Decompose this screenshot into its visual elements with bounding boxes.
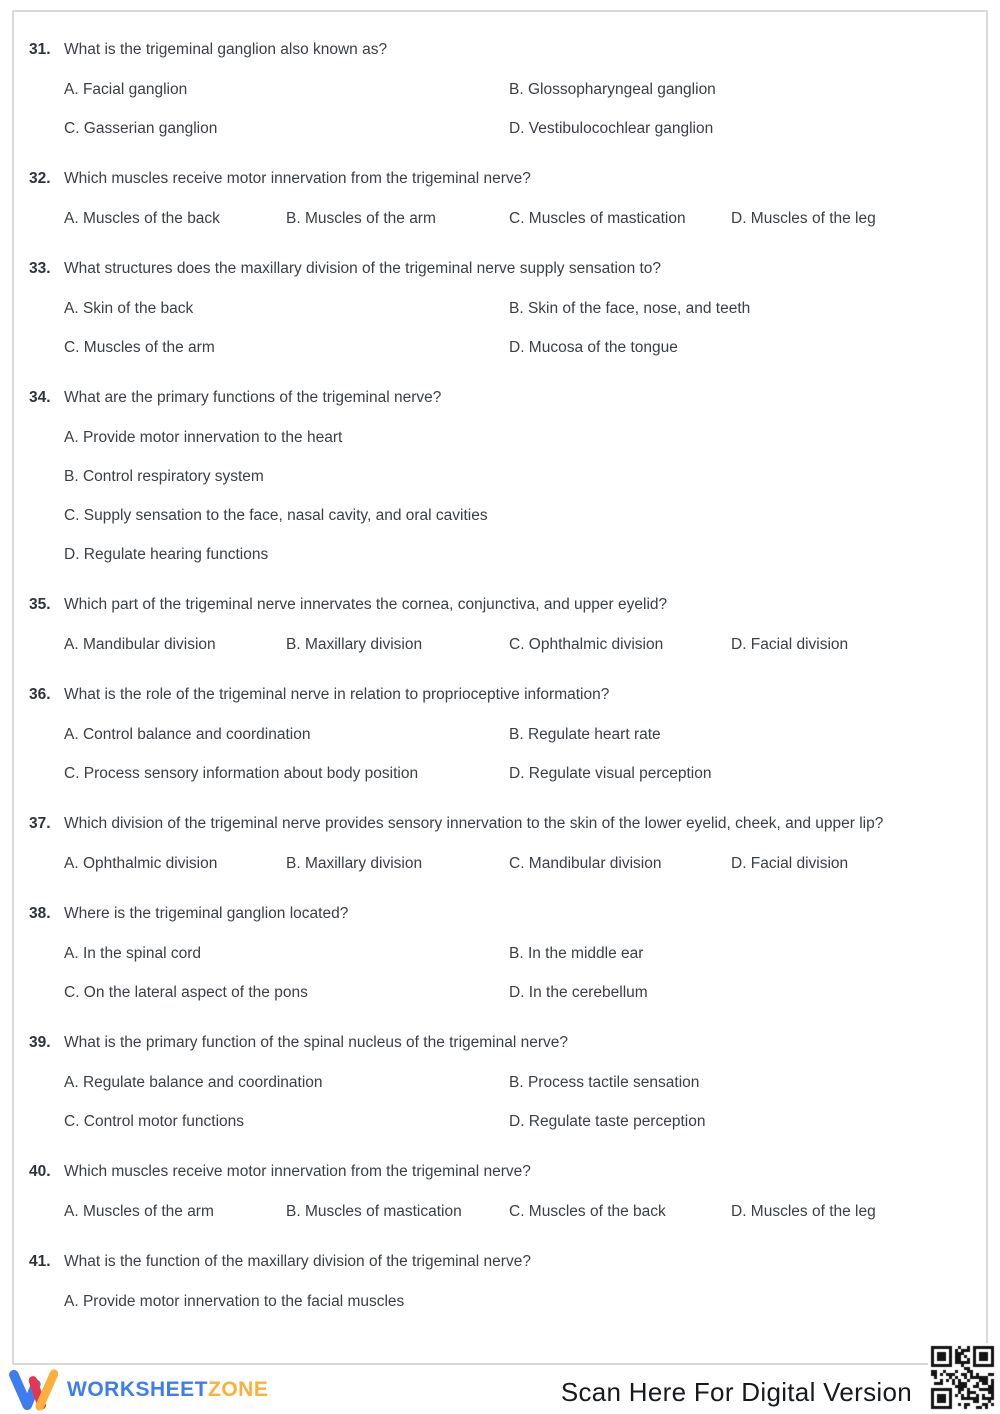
question-body: [64, 1159, 971, 1224]
question-number: 37.: [29, 815, 51, 832]
option: D. Regulate hearing functions: [64, 546, 269, 563]
question-number: 34.: [29, 389, 51, 406]
option: A. Muscles of the arm: [64, 1203, 214, 1220]
options: [64, 632, 971, 657]
question-block: [29, 811, 971, 876]
question-number: 32.: [29, 170, 51, 187]
option: A. Muscles of the back: [64, 210, 220, 227]
question-number: 33.: [29, 260, 51, 277]
question-block: [29, 1159, 971, 1224]
option: C. Process sensory information about body position: [64, 765, 419, 782]
question-text: What is the function of the maxillary division of the trigeminal nerve?: [64, 1253, 531, 1270]
option: C. Control motor functions: [64, 1113, 245, 1130]
question-number: 31.: [29, 41, 51, 58]
option: D. In the cerebellum: [509, 984, 648, 1001]
options: [64, 296, 971, 360]
question-text: What structures does the maxillary division of the trigeminal nerve supply sensation to?: [64, 260, 662, 277]
question-number: 35.: [29, 596, 51, 613]
question-block: [29, 385, 971, 567]
option: A. Facial ganglion: [64, 81, 188, 98]
option: A. Control balance and coordination: [64, 726, 311, 743]
qr-code-icon: [928, 1343, 997, 1412]
question-body: [64, 901, 971, 1005]
options: [64, 1199, 971, 1224]
option: B. Muscles of the arm: [286, 210, 436, 227]
option: C. Muscles of the arm: [64, 339, 215, 356]
question-block: [29, 1249, 971, 1314]
option: C. On the lateral aspect of the pons: [64, 984, 308, 1001]
option: D. Muscles of the leg: [731, 210, 876, 227]
question-body: [64, 385, 971, 567]
worksheetzone-w-icon: [8, 1368, 58, 1412]
option: B. Glossopharyngeal ganglion: [509, 81, 716, 98]
option: D. Regulate visual perception: [509, 765, 712, 782]
brand-zone: ZONE: [208, 1377, 269, 1401]
option: D. Regulate taste perception: [509, 1113, 706, 1130]
question-block: [29, 37, 971, 141]
question-body: [64, 1249, 971, 1314]
scan-here-label: Scan Here For Digital Version: [560, 1377, 912, 1407]
option: B. Skin of the face, nose, and teeth: [509, 300, 751, 317]
option: A. In the spinal cord: [64, 945, 201, 962]
question-text: Which part of the trigeminal nerve innervates the cornea, conjunctiva, and upper eyelid?: [64, 596, 668, 613]
question-block: [29, 901, 971, 1005]
options: [64, 941, 971, 1005]
options: [64, 851, 971, 876]
question-list: [12, 10, 988, 1365]
brand-worksheet: WORKSHEET: [67, 1377, 208, 1401]
options: [64, 1289, 971, 1314]
options: [64, 206, 971, 231]
question-text: Where is the trigeminal ganglion located?: [64, 905, 349, 922]
options: [64, 77, 971, 141]
option: C. Supply sensation to the face, nasal cavity, and oral cavities: [64, 507, 488, 524]
option: B. Regulate heart rate: [509, 726, 661, 743]
option: A. Ophthalmic division: [64, 855, 218, 872]
options: [64, 425, 971, 567]
options: [64, 1070, 971, 1134]
question-body: [64, 256, 971, 360]
question-number: 40.: [29, 1163, 51, 1180]
worksheetzone-logo: [8, 1368, 268, 1412]
option: D. Vestibulocochlear ganglion: [509, 120, 714, 137]
option: B. Maxillary division: [286, 855, 423, 872]
brand-text: [67, 1378, 268, 1402]
option: A. Regulate balance and coordination: [64, 1074, 323, 1091]
option: B. In the middle ear: [509, 945, 644, 962]
question-number: 38.: [29, 905, 51, 922]
option: A. Skin of the back: [64, 300, 194, 317]
question-block: [29, 592, 971, 657]
question-body: [64, 37, 971, 141]
question-number: 41.: [29, 1253, 51, 1270]
page-footer: [0, 1365, 1000, 1414]
question-block: [29, 166, 971, 231]
question-block: [29, 682, 971, 786]
option: B. Process tactile sensation: [509, 1074, 700, 1091]
option: A. Provide motor innervation to the facial muscles: [64, 1293, 405, 1310]
option: A. Mandibular division: [64, 636, 216, 653]
option: A. Provide motor innervation to the heart: [64, 429, 343, 446]
options: [64, 722, 971, 786]
question-text: What are the primary functions of the trigeminal nerve?: [64, 389, 442, 406]
question-text: Which muscles receive motor innervation from the trigeminal nerve?: [64, 1163, 531, 1180]
question-body: [64, 166, 971, 231]
option: D. Facial division: [731, 855, 849, 872]
option: C. Muscles of mastication: [509, 210, 686, 227]
question-body: [64, 682, 971, 786]
option: B. Muscles of mastication: [286, 1203, 462, 1220]
question-block: [29, 256, 971, 360]
question-text: Which division of the trigeminal nerve provides sensory innervation to the skin of the lower eyelid, cheek, and upper lip?: [64, 815, 884, 832]
question-body: [64, 592, 971, 657]
option: D. Muscles of the leg: [731, 1203, 876, 1220]
option: C. Muscles of the back: [509, 1203, 666, 1220]
question-block: [29, 1030, 971, 1134]
question-number: 39.: [29, 1034, 51, 1051]
option: C. Ophthalmic division: [509, 636, 664, 653]
question-body: [64, 811, 971, 876]
question-text: What is the role of the trigeminal nerve in relation to proprioceptive information?: [64, 686, 610, 703]
question-body: [64, 1030, 971, 1134]
option: C. Gasserian ganglion: [64, 120, 218, 137]
option: B. Control respiratory system: [64, 468, 264, 485]
question-text: Which muscles receive motor innervation from the trigeminal nerve?: [64, 170, 531, 187]
qr-code-canvas: [928, 1343, 997, 1412]
option: D. Facial division: [731, 636, 849, 653]
option: D. Mucosa of the tongue: [509, 339, 678, 356]
question-text: What is the primary function of the spinal nucleus of the trigeminal nerve?: [64, 1034, 569, 1051]
option: C. Mandibular division: [509, 855, 662, 872]
option: B. Maxillary division: [286, 636, 423, 653]
question-number: 36.: [29, 686, 51, 703]
question-text: What is the trigeminal ganglion also known as?: [64, 41, 388, 58]
